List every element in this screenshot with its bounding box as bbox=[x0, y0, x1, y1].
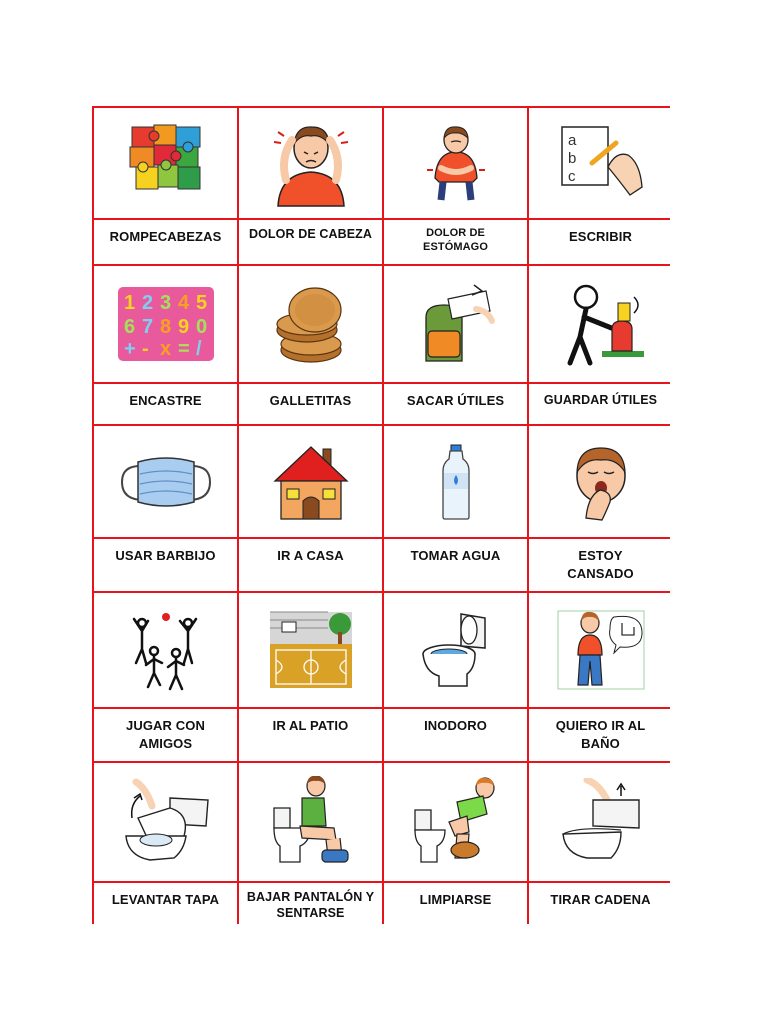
svg-text:+: + bbox=[123, 338, 136, 360]
toilet-icon bbox=[421, 610, 491, 690]
card-image-house bbox=[239, 426, 382, 537]
card-label: BAJAR PANTALÓN Y SENTARSE bbox=[246, 890, 375, 920]
card-image-cookies bbox=[239, 266, 382, 382]
svg-text:c: c bbox=[567, 168, 575, 185]
svg-text:/: / bbox=[195, 338, 202, 360]
card-label-cell bbox=[94, 384, 237, 424]
stomachache-icon bbox=[421, 122, 491, 204]
cookies-icon bbox=[271, 282, 351, 366]
card-label: IR AL PATIO bbox=[272, 718, 349, 733]
card-label: GUARDAR ÚTILES bbox=[543, 393, 658, 407]
card-label: TOMAR AGUA bbox=[410, 548, 501, 563]
card-image-flush bbox=[529, 763, 672, 881]
wipe-icon bbox=[411, 776, 501, 868]
puzzle-icon bbox=[126, 123, 206, 203]
face-mask-icon bbox=[118, 452, 214, 512]
card-label-cell bbox=[94, 539, 237, 591]
svg-text:=: = bbox=[177, 338, 190, 360]
card-image-water-bottle bbox=[384, 426, 527, 537]
card-label: GALLETITAS bbox=[269, 393, 352, 408]
card-image-tired-child bbox=[529, 426, 672, 537]
card-label: DOLOR DE ESTÓMAGO bbox=[423, 227, 488, 253]
card-image-wipe bbox=[384, 763, 527, 881]
lift-lid-icon bbox=[120, 778, 212, 866]
water-bottle-icon bbox=[441, 443, 471, 521]
svg-text:5: 5 bbox=[195, 292, 207, 314]
svg-text:3: 3 bbox=[159, 292, 171, 314]
card-label-cell bbox=[239, 709, 382, 761]
need-bathroom-icon bbox=[556, 609, 646, 691]
card-image-sit-on-toilet bbox=[239, 763, 382, 881]
card-label: SACAR ÚTILES bbox=[406, 393, 505, 408]
card-label-cell bbox=[529, 539, 672, 591]
card-label-cell bbox=[384, 220, 527, 264]
svg-text:b: b bbox=[567, 150, 576, 167]
card-image-playing-friends bbox=[94, 593, 237, 707]
playing-friends-icon bbox=[126, 609, 206, 691]
svg-text:4: 4 bbox=[177, 292, 189, 314]
card-label: LEVANTAR TAPA bbox=[111, 892, 220, 907]
card-image-lift-lid bbox=[94, 763, 237, 881]
card-label: TIRAR CADENA bbox=[550, 892, 651, 907]
svg-text:-: - bbox=[141, 338, 149, 360]
card-label-cell bbox=[384, 539, 527, 591]
svg-text:a: a bbox=[567, 132, 576, 149]
card-label-cell bbox=[529, 384, 672, 424]
pictogram-board bbox=[92, 106, 670, 924]
card-label: ENCASTRE bbox=[129, 393, 202, 408]
card-image-need-bathroom bbox=[529, 593, 672, 707]
card-label: INODORO bbox=[424, 718, 487, 733]
playground-icon bbox=[268, 610, 354, 690]
card-label-cell bbox=[384, 384, 527, 424]
card-image-backpack-put-away bbox=[529, 266, 672, 382]
card-label-cell bbox=[529, 220, 672, 264]
number-board-icon bbox=[116, 285, 216, 363]
card-label: DOLOR DE CABEZA bbox=[248, 227, 373, 241]
card-label-cell bbox=[529, 883, 672, 932]
card-image-headache bbox=[239, 108, 382, 218]
card-label: JUGAR CON AMIGOS bbox=[126, 718, 205, 751]
svg-text:6: 6 bbox=[123, 316, 135, 338]
svg-text:9: 9 bbox=[177, 316, 189, 338]
card-label: IR A CASA bbox=[277, 548, 344, 563]
card-label: ESCRIBIR bbox=[569, 229, 632, 244]
card-label-cell bbox=[239, 384, 382, 424]
card-image-number-board bbox=[94, 266, 237, 382]
svg-text:7: 7 bbox=[141, 316, 153, 338]
card-label: ROMPECABEZAS bbox=[109, 229, 222, 244]
card-label: QUIERO IR AL BAÑO bbox=[555, 718, 646, 751]
svg-text:0: 0 bbox=[195, 316, 207, 338]
tired-child-icon bbox=[566, 442, 636, 522]
card-image-toilet bbox=[384, 593, 527, 707]
card-label-cell bbox=[239, 883, 382, 932]
card-label-cell bbox=[239, 220, 382, 264]
card-label-cell bbox=[239, 539, 382, 591]
card-label-cell bbox=[529, 709, 672, 761]
card-label-cell bbox=[384, 709, 527, 761]
card-image-playground bbox=[239, 593, 382, 707]
card-label: USAR BARBIJO bbox=[115, 548, 216, 563]
svg-text:2: 2 bbox=[141, 292, 153, 314]
card-label-cell bbox=[94, 220, 237, 264]
card-label: LIMPIARSE bbox=[419, 892, 492, 907]
card-label-cell bbox=[94, 883, 237, 932]
card-image-writing bbox=[529, 108, 672, 218]
card-label: ESTOY CANSADO bbox=[567, 548, 634, 581]
card-image-stomachache bbox=[384, 108, 527, 218]
card-label-cell bbox=[94, 709, 237, 761]
house-icon bbox=[273, 443, 349, 521]
svg-text:x: x bbox=[159, 338, 171, 360]
sit-on-toilet-icon bbox=[270, 776, 352, 868]
card-image-backpack-take-out bbox=[384, 266, 527, 382]
writing-icon bbox=[556, 123, 646, 203]
backpack-take-out-icon bbox=[416, 281, 496, 367]
svg-text:1: 1 bbox=[123, 292, 135, 314]
backpack-put-away-icon bbox=[556, 281, 646, 367]
card-label-cell bbox=[384, 883, 527, 932]
svg-text:8: 8 bbox=[159, 316, 171, 338]
card-image-face-mask bbox=[94, 426, 237, 537]
card-image-puzzle bbox=[94, 108, 237, 218]
headache-icon bbox=[266, 118, 356, 208]
flush-icon bbox=[559, 778, 643, 866]
